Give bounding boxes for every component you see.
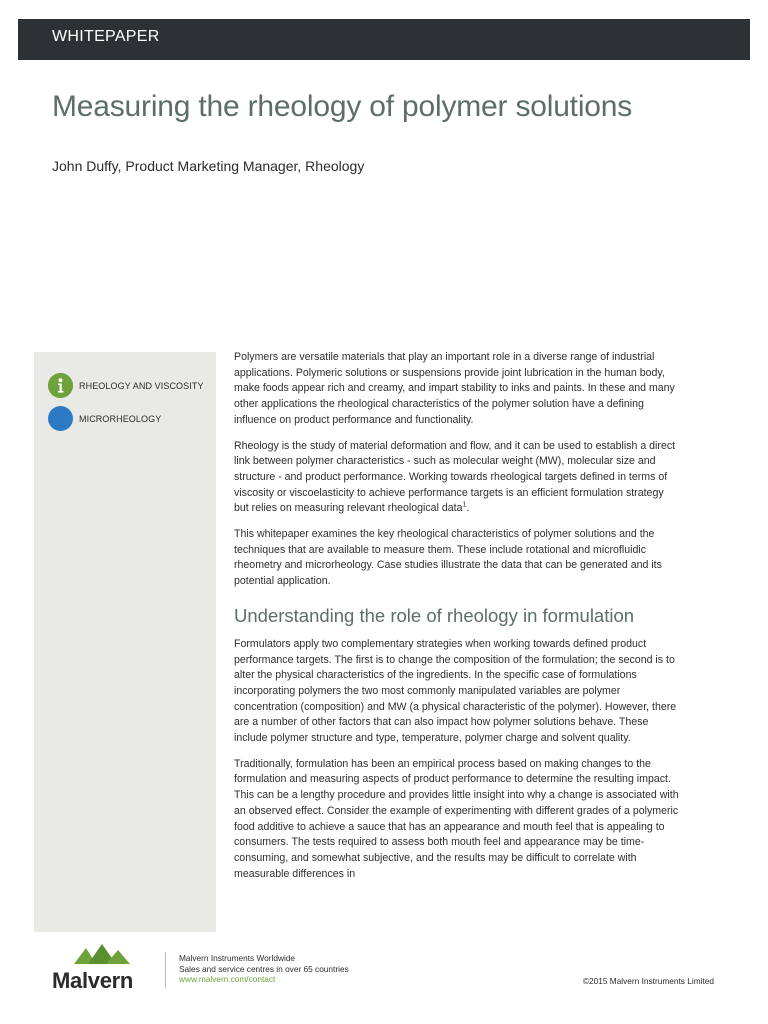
paragraph-rheology [234,439,680,518]
sidebar-item-label: MICRORHEOLOGY [79,413,162,424]
footer-line-service: Sales and service centres in over 65 countries [179,963,349,974]
malvern-logo [52,944,152,992]
logo-text: Malvern [52,968,134,993]
header-label: WHITEPAPER [52,28,160,45]
section-heading: Understanding the role of rheology in formulation [234,604,635,626]
topic-sidebar [34,352,216,932]
paragraph-traditional: Traditionally, formulation has been an empirical process based on making changes to the formulation and measuring aspects of product performance to determine the resulting impact. This can be a lengthy procedure and provides little insight into why a change is associated with an observed effect. Consider the example of experimenting with different grades of a polymeric food additive to achieve a sauce that has an appearance and mouth feel that is appealing to consumers. The tests required to assess both mouth feel and appearance may be time-consuming, and somewhat subjective, and the results may be difficult to correlate with measurable differences in [234,757,679,880]
sidebar-item-microrheology[interactable] [48,406,161,431]
body-text-region [234,350,694,910]
body-text [234,350,680,882]
circle-icon [48,406,73,431]
info-icon [48,373,73,398]
paragraph-strategies: Formulators apply two complementary strategies when working towards defined product performance targets. The first is to change the composition of the formulation; the second is to alter the physical characteristics of the ingredients. In the specific case of formulations incorporating polymers the two most commonly manipulated variables are polymer concentration (composition) and MW (a physical characteristic of the polymer). However, there are a number of other factors that can also impact how polymer solutions behave. These include polymer structure and type, temperature, polymer charge and solvent quality. [234,637,677,745]
header-banner [18,19,750,60]
paragraph-scope: This whitepaper examines the key rheological characteristics of polymer solutions and the techniques that are available to measure them. These include rotational and microfluidic rheometry and microrheology. Case studies illustrate the data that can be generated and its potential application. [234,528,662,588]
logo-mountains-icon [74,944,130,968]
footnote-reference[interactable]: 1 [462,501,467,509]
page-title: Measuring the rheology of polymer solutions [52,90,633,123]
contact-link[interactable]: www.malvern.com/contact [179,974,276,984]
author-line: John Duffy, Product Marketing Manager, Rheology [52,158,365,174]
footer-divider [165,952,166,988]
paragraph-rheology-text: Rheology is the study of material deformation and flow, and it can be used to establish a direct link between polymer characteristics - such as molecular weight (MW), molecular size and structure - and product performance. Working towards rheological targets defined in terms of viscosity or viscoelasticity to achieve performance targets is an efficient formulation strategy but relies on measuring relevant rheological data [234,439,676,515]
sidebar-item-label: RHEOLOGY AND VISCOSITY [79,380,204,391]
paragraph-rheology-end: . [466,502,470,515]
paragraph-intro: Polymers are versatile materials that play an important role in a diverse range of industrial applications. Polymeric solutions or suspensions provide joint lubrication in the human body, make foods appear rich and creamy, and impart stability to inks and paints. In these and many other applications the rheological characteristics of the polymer solution have a defining influence on product performance and functionality. [234,351,675,426]
footer-line-worldwide: Malvern Instruments Worldwide [179,953,296,963]
sidebar-item-rheology[interactable] [48,373,204,398]
copyright-notice: ©2015 Malvern Instruments Limited [582,976,714,986]
footer-contact [179,953,349,985]
